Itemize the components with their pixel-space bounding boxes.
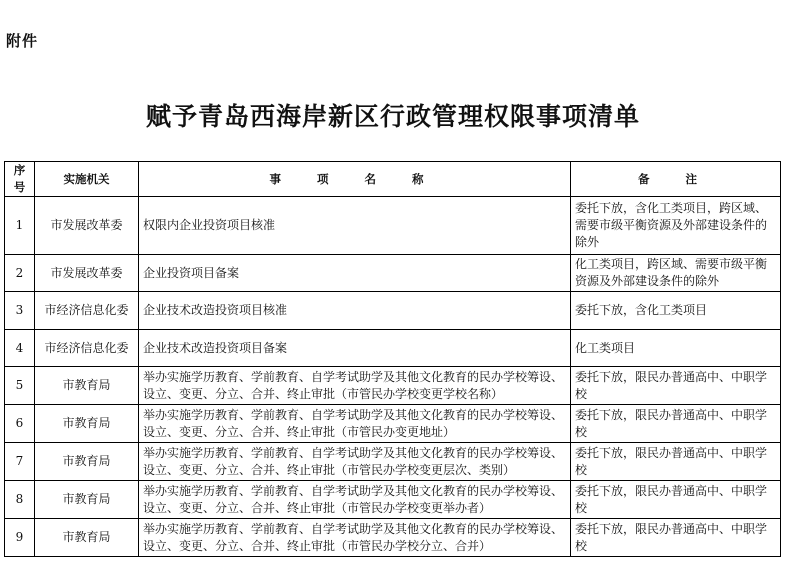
row-no: 3	[5, 292, 35, 330]
table-row	[5, 481, 781, 519]
row-agency: 市教育局	[35, 405, 139, 443]
row-remark: 委托下放，限民办普通高中、中职学校	[571, 519, 781, 557]
row-remark: 委托下放，限民办普通高中、中职学校	[571, 443, 781, 481]
header-agency: 实施机关	[35, 162, 139, 197]
table-header-row	[5, 162, 781, 197]
attachment-label: 附件	[6, 32, 39, 50]
row-no: 2	[5, 255, 35, 292]
row-item: 企业技术改造投资项目核准	[139, 292, 571, 330]
header-item: 事 项 名 称	[139, 162, 571, 197]
row-item: 举办实施学历教育、学前教育、自学考试助学及其他文化教育的民办学校筹设、设立、变更、分立、合并、终止审批（市管民办学校变更层次、类别）	[139, 443, 571, 481]
row-remark: 委托下放，含化工类项目	[571, 292, 781, 330]
row-item: 举办实施学历教育、学前教育、自学考试助学及其他文化教育的民办学校筹设、设立、变更、分立、合并、终止审批（市管民办变更地址）	[139, 405, 571, 443]
row-no: 4	[5, 330, 35, 367]
row-agency: 市教育局	[35, 519, 139, 557]
row-no: 9	[5, 519, 35, 557]
row-remark: 委托下放，限民办普通高中、中职学校	[571, 481, 781, 519]
row-agency: 市发展改革委	[35, 197, 139, 255]
row-agency: 市教育局	[35, 481, 139, 519]
table-row	[5, 330, 781, 367]
row-no: 8	[5, 481, 35, 519]
header-remark: 备 注	[571, 162, 781, 197]
authority-table	[4, 161, 781, 557]
row-item: 企业投资项目备案	[139, 255, 571, 292]
page-title: 赋予青岛西海岸新区行政管理权限事项清单	[145, 102, 640, 131]
header-no: 序号	[5, 162, 35, 197]
row-agency: 市发展改革委	[35, 255, 139, 292]
row-agency: 市经济信息化委	[35, 330, 139, 367]
row-item: 权限内企业投资项目核准	[139, 197, 571, 255]
row-item: 举办实施学历教育、学前教育、自学考试助学及其他文化教育的民办学校筹设、设立、变更、分立、合并、终止审批（市管民办学校变更举办者）	[139, 481, 571, 519]
table-row	[5, 292, 781, 330]
row-no: 6	[5, 405, 35, 443]
row-agency: 市教育局	[35, 443, 139, 481]
table-row	[5, 443, 781, 481]
row-remark: 委托下放，限民办普通高中、中职学校	[571, 367, 781, 405]
row-remark: 委托下放，含化工类项目，跨区域、需要市级平衡资源及外部建设条件的除外	[571, 197, 781, 255]
row-no: 5	[5, 367, 35, 405]
table-row	[5, 255, 781, 292]
row-item: 举办实施学历教育、学前教育、自学考试助学及其他文化教育的民办学校筹设、设立、变更、分立、合并、终止审批（市管民办学校变更学校名称）	[139, 367, 571, 405]
row-agency: 市教育局	[35, 367, 139, 405]
table-row	[5, 519, 781, 557]
table-row	[5, 197, 781, 255]
row-item: 企业技术改造投资项目备案	[139, 330, 571, 367]
row-remark: 化工类项目，跨区域、需要市级平衡资源及外部建设条件的除外	[571, 255, 781, 292]
table-row	[5, 405, 781, 443]
row-no: 1	[5, 197, 35, 255]
row-agency: 市经济信息化委	[35, 292, 139, 330]
table-row	[5, 367, 781, 405]
row-item: 举办实施学历教育、学前教育、自学考试助学及其他文化教育的民办学校筹设、设立、变更、分立、合并、终止审批（市管民办学校分立、合并）	[139, 519, 571, 557]
row-remark: 化工类项目	[571, 330, 781, 367]
row-remark: 委托下放，限民办普通高中、中职学校	[571, 405, 781, 443]
row-no: 7	[5, 443, 35, 481]
